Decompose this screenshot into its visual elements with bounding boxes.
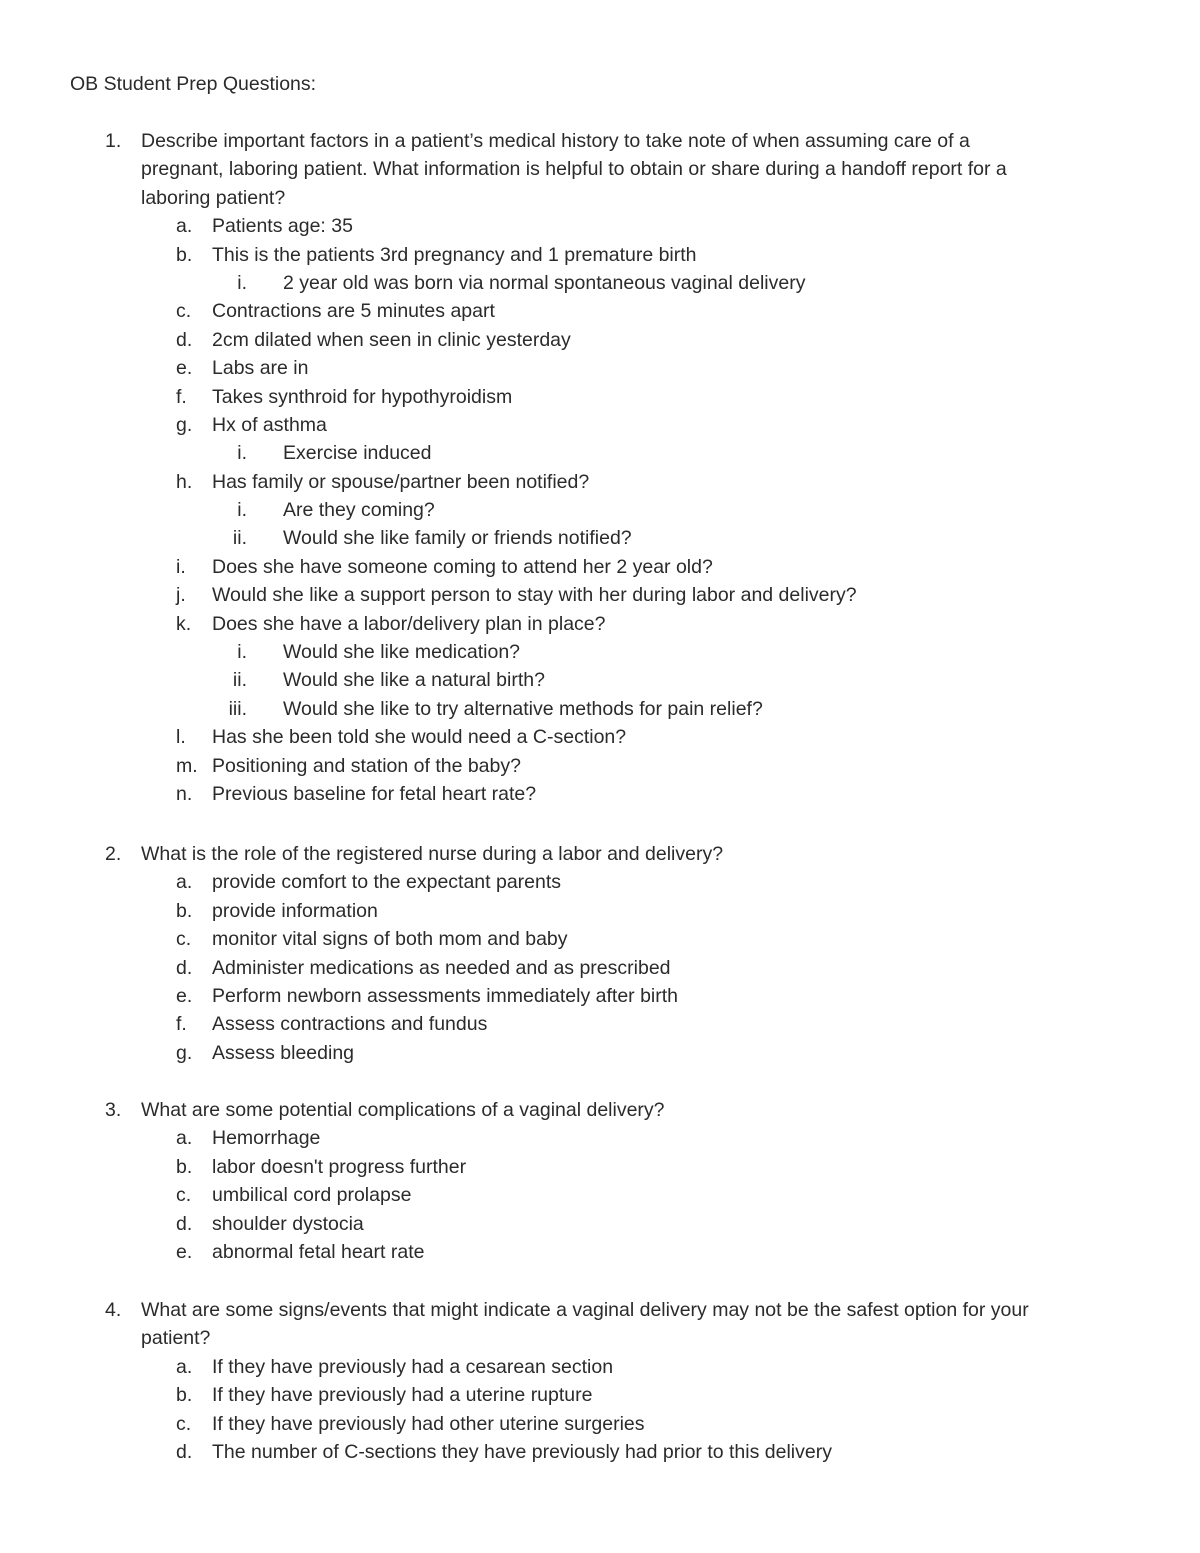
question-3 [0,1096,1200,1266]
answer-item [0,1181,1200,1209]
answer-item [0,212,1200,240]
list-text: Are they coming? [283,499,435,522]
list-text: Perform newborn assessments immediately after birth [212,984,679,1007]
answer-item [0,241,1200,269]
answer-item [0,982,1200,1010]
list-text: Has she been told she would need a C-section? [212,726,627,749]
answer-item [0,1039,1200,1067]
answer-item [0,780,1200,808]
list-marker: a. [176,1355,193,1378]
list-text: Exercise induced [283,442,432,465]
answer-item [0,1381,1200,1409]
list-marker: 4. [105,1299,122,1321]
list-text: Contractions are 5 minutes apart [212,300,495,323]
list-text: Does she have a labor/delivery plan in place? [212,612,606,635]
list-marker: n. [176,782,193,805]
list-text: Assess contractions and fundus [212,1013,488,1036]
answer-item [0,326,1200,354]
list-marker: d. [176,328,193,351]
list-marker: i. [237,499,247,522]
list-text: provide information [212,899,378,922]
answer-item [0,925,1200,953]
list-text: Hemorrhage [212,1127,321,1150]
list-marker: ii. [232,527,247,550]
list-text: Takes synthroid for hypothyroidism [212,385,513,408]
list-marker: m. [176,754,198,777]
list-marker: ii. [232,669,247,692]
answer-subitem [0,496,1200,524]
answer-subitem [0,695,1200,723]
list-text: The number of C-sections they have previously had prior to this delivery [212,1440,832,1463]
answer-subitem [0,269,1200,297]
list-text: patient? [141,1327,211,1350]
list-marker: d. [176,956,193,979]
list-marker: e. [176,357,193,380]
question-text-continued [0,155,1200,183]
list-text: Previous baseline for fetal heart rate? [212,782,537,805]
list-text: If they have previously had other uterine surgeries [212,1412,645,1435]
answer-item [0,1353,1200,1381]
list-marker: g. [176,1041,193,1064]
list-marker: i. [237,641,247,664]
list-text: Has family or spouse/partner been notified? [212,470,590,493]
answer-item [0,1153,1200,1181]
answer-subitem [0,666,1200,694]
list-marker: 3. [105,1099,122,1121]
list-marker: i. [237,442,247,465]
list-text: provide comfort to the expectant parents [212,871,562,894]
answer-item [0,897,1200,925]
question-4 [0,1296,1200,1466]
answer-item [0,354,1200,382]
answer-item [0,723,1200,751]
answer-item [0,1410,1200,1438]
list-text: pregnant, laboring patient. What information is helpful to obtain or share during a handoff report for a [141,158,1007,181]
list-marker: e. [176,1240,193,1263]
list-text: Positioning and station of the baby? [212,754,521,777]
list-text: laboring patient? [141,186,286,209]
answer-item [0,1010,1200,1038]
answer-item [0,1438,1200,1466]
list-text: If they have previously had a cesarean section [212,1355,614,1378]
list-marker: d. [176,1212,193,1235]
list-marker: c. [176,1412,192,1435]
list-text: Would she like a natural birth? [283,669,545,692]
list-text: monitor vital signs of both mom and baby [212,928,568,951]
list-marker: k. [176,612,192,635]
question-2 [0,840,1200,1067]
list-marker: i. [237,271,247,294]
answer-item [0,297,1200,325]
answer-item [0,468,1200,496]
list-marker: e. [176,984,193,1007]
answer-item [0,383,1200,411]
list-marker: a. [176,215,193,238]
answer-item [0,752,1200,780]
question-1 [0,127,1200,808]
list-text: What are some potential complications of a vaginal delivery? [141,1099,665,1121]
list-text: 2 year old was born via normal spontaneous vaginal delivery [283,271,806,294]
question-text [0,1096,1200,1124]
list-text: What are some signs/events that might indicate a vaginal delivery may not be the safest option for your [141,1299,1029,1321]
answer-item [0,411,1200,439]
answer-item [0,1238,1200,1266]
question-text [0,840,1200,868]
list-marker: a. [176,871,193,894]
answer-subitem [0,439,1200,467]
list-text: Would she like family or friends notified? [283,527,632,550]
list-text: Does she have someone coming to attend her 2 year old? [212,555,713,578]
list-text: If they have previously had a uterine rupture [212,1384,593,1407]
list-text: Assess bleeding [212,1041,355,1064]
list-marker: i. [176,555,186,578]
list-marker: f. [176,1013,187,1036]
list-text: abnormal fetal heart rate [212,1240,425,1263]
list-marker: d. [176,1440,193,1463]
answer-item [0,1124,1200,1152]
list-marker: c. [176,1184,192,1207]
list-marker: h. [176,470,193,493]
answer-subitem [0,638,1200,666]
answer-item [0,954,1200,982]
list-text: shoulder dystocia [212,1212,364,1235]
list-text: Labs are in [212,357,309,380]
list-text: What is the role of the registered nurse during a labor and delivery? [141,843,724,865]
list-marker: b. [176,1155,193,1178]
list-text: Describe important factors in a patient’s medical history to take note of when assuming care of a [141,130,970,152]
question-text-continued [0,1324,1200,1352]
answer-item [0,553,1200,581]
list-marker: g. [176,413,193,436]
question-text-continued [0,184,1200,212]
list-text: This is the patients 3rd pregnancy and 1 premature birth [212,243,697,266]
answer-subitem [0,524,1200,552]
list-text: umbilical cord prolapse [212,1184,412,1207]
list-text: labor doesn't progress further [212,1155,467,1178]
list-text: Would she like to try alternative methods for pain relief? [283,697,763,720]
list-marker: b. [176,1384,193,1407]
list-marker: j. [176,584,186,607]
answer-item [0,868,1200,896]
list-marker: iii. [228,697,247,720]
list-text: Patients age: 35 [212,215,353,238]
list-marker: c. [176,300,192,323]
list-text: Would she like medication? [283,641,521,664]
list-marker: b. [176,243,193,266]
list-marker: b. [176,899,193,922]
document-title: OB Student Prep Questions: [70,73,317,95]
list-marker: a. [176,1127,193,1150]
answer-item [0,1210,1200,1238]
list-marker: f. [176,385,187,408]
list-text: Administer medications as needed and as prescribed [212,956,671,979]
list-marker: 1. [105,130,122,152]
question-text [0,1296,1200,1324]
question-text [0,127,1200,155]
list-marker: 2. [105,843,122,865]
list-text: Hx of asthma [212,413,327,436]
list-marker: l. [176,726,186,749]
list-text: 2cm dilated when seen in clinic yesterday [212,328,571,351]
answer-item [0,610,1200,638]
answer-item [0,581,1200,609]
list-marker: c. [176,928,192,951]
list-text: Would she like a support person to stay with her during labor and delivery? [212,584,857,607]
